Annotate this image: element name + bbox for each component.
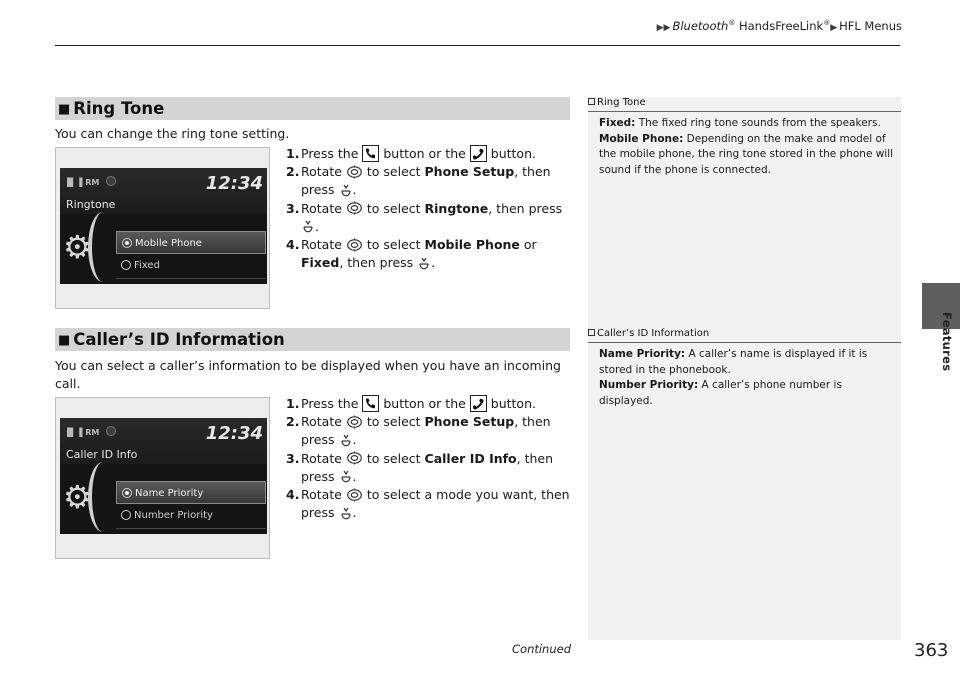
- step-text: to select: [362, 200, 425, 216]
- selector-knob-icon: [346, 238, 363, 252]
- step-text: .: [352, 182, 357, 198]
- option-divider: [116, 528, 266, 529]
- pickup-icon: [470, 145, 487, 162]
- display-menu-title: Ringtone: [66, 198, 116, 211]
- breadcrumb-bluetooth: Bluetooth: [672, 19, 729, 33]
- step-text: or: [519, 237, 537, 253]
- note-text: The fixed ring tone sounds from the speakers.: [635, 117, 881, 129]
- note-label: Mobile Phone:: [599, 132, 684, 145]
- step-text: to select a mode you want, then press: [301, 487, 570, 521]
- step-text: .: [352, 432, 357, 448]
- audio-display: [60, 168, 267, 284]
- press-icon: [339, 469, 353, 483]
- note-item: [599, 132, 895, 179]
- note-item: [599, 378, 895, 409]
- note-heading-text: Ring Tone: [597, 97, 646, 108]
- step-text: , then press: [339, 255, 418, 271]
- signal-status: ▐▌▐ RM: [64, 178, 100, 187]
- step-text: .: [352, 468, 357, 484]
- signal-status: ▐▌▐ RM: [64, 428, 100, 437]
- chapter-label: Features: [940, 312, 954, 372]
- radio-selected-icon: [122, 238, 132, 248]
- step-item: [287, 413, 577, 449]
- section-bullet-icon: ■: [58, 333, 71, 348]
- option-label: Mobile Phone: [135, 238, 202, 249]
- note-marker-icon: [588, 98, 595, 105]
- note-text: A caller’s phone number is displayed.: [599, 379, 842, 407]
- radio-icon: [121, 260, 131, 270]
- breadcrumb-arrow-icon: ▶: [830, 23, 838, 33]
- option-number-priority: [116, 504, 266, 527]
- display-menu-title: Caller ID Info: [66, 448, 138, 461]
- step-item: [287, 236, 577, 272]
- step-text: button or the: [379, 396, 470, 411]
- step-text: Press the: [301, 146, 363, 161]
- option-label: Number Priority: [134, 510, 213, 521]
- display-clock: 12:34: [205, 423, 263, 444]
- step-text: to select: [362, 414, 425, 430]
- header-divider: [55, 45, 900, 46]
- breadcrumb-reg-mark-2: ®: [823, 19, 831, 28]
- note-heading-text: Caller’s ID Information: [597, 328, 710, 339]
- option-fixed: [116, 254, 266, 277]
- note-text: Depending on the make and model of the mobile phone, the ring tone stored in the phone will sound if the phone is connected.: [599, 132, 894, 176]
- step-number: 4.: [286, 237, 300, 253]
- continued-label: Continued: [512, 642, 572, 656]
- step-text: .: [315, 218, 319, 234]
- step-text: button or the: [379, 146, 470, 161]
- note-label: Number Priority:: [599, 379, 699, 391]
- caller-id-screen-image: [55, 397, 270, 559]
- step-text: Rotate: [301, 487, 346, 503]
- note-marker-icon: [588, 329, 595, 336]
- step-text: Rotate: [301, 450, 346, 466]
- option-label: Fixed: [134, 260, 160, 271]
- step-bold-term: Mobile Phone: [424, 237, 520, 253]
- ringtone-screen-image: [55, 147, 270, 309]
- selector-knob-icon: [346, 451, 363, 465]
- option-divider: [116, 278, 266, 279]
- gear-icon: ⚙: [63, 228, 92, 266]
- section-heading-text: Caller’s ID Information: [73, 330, 285, 349]
- pickup-icon: [470, 395, 487, 412]
- press-icon: [339, 433, 353, 447]
- step-number: 4.: [286, 487, 300, 503]
- step-item: [287, 145, 577, 163]
- ring-tone-steps: [287, 145, 577, 272]
- step-text: Rotate: [301, 164, 346, 180]
- step-text: , then press: [301, 450, 554, 484]
- step-text: , then press: [301, 414, 551, 448]
- step-text: .: [352, 505, 357, 521]
- step-text: .: [431, 255, 436, 271]
- note-body-caller-id: [599, 347, 895, 409]
- display-clock: 12:34: [205, 173, 263, 194]
- radio-selected-icon: [122, 488, 132, 498]
- audio-display: [60, 418, 267, 534]
- step-text: Rotate: [301, 237, 346, 253]
- step-text: Rotate: [301, 414, 346, 430]
- section-bullet-icon: ■: [58, 102, 71, 117]
- breadcrumb: [657, 19, 902, 33]
- step-number: 2.: [286, 414, 300, 430]
- menu-arc: [88, 212, 118, 282]
- note-label: Name Priority:: [599, 348, 686, 360]
- selector-knob-icon: [346, 488, 363, 502]
- note-heading-caller-id: [588, 328, 709, 339]
- note-divider: [588, 111, 901, 112]
- press-icon: [339, 506, 353, 520]
- phone-icon: [362, 145, 379, 162]
- bluetooth-icon: [106, 426, 116, 436]
- note-heading-ring-tone: [588, 97, 646, 108]
- step-text: to select: [362, 450, 425, 466]
- ring-tone-intro: You can change the ring tone setting.: [55, 126, 290, 141]
- step-text: button.: [486, 396, 536, 411]
- selector-knob-icon: [346, 201, 363, 215]
- step-number: 2.: [286, 164, 300, 180]
- step-number: 3.: [286, 450, 300, 466]
- note-body-ring-tone: [599, 116, 895, 178]
- step-text: to select: [362, 164, 425, 180]
- section-heading-ring-tone: [55, 97, 570, 120]
- caller-id-steps: [287, 395, 577, 522]
- note-divider: [588, 342, 901, 343]
- breadcrumb-hfl-menus: HFL Menus: [839, 19, 902, 33]
- step-text: Press the: [301, 396, 363, 411]
- option-name-priority: [116, 481, 266, 504]
- section-heading-text: Ring Tone: [73, 99, 165, 118]
- section-heading-caller-id: [55, 328, 570, 351]
- note-item: [599, 116, 895, 132]
- press-icon: [301, 219, 315, 233]
- step-text: , then press: [488, 200, 563, 216]
- step-text: to select: [362, 237, 425, 253]
- step-text: button.: [486, 146, 536, 161]
- menu-arc: [88, 462, 118, 532]
- press-icon: [339, 183, 353, 197]
- step-text: , then press: [301, 164, 551, 198]
- step-bold-term: Phone Setup: [424, 164, 515, 180]
- breadcrumb-arrow-icon: ▶▶: [656, 23, 671, 33]
- step-text: Rotate: [301, 200, 346, 216]
- step-item: [287, 450, 577, 486]
- caller-id-intro: You can select a caller’s information to be displayed when you have an incoming call.: [55, 358, 561, 391]
- selector-knob-icon: [346, 165, 363, 179]
- radio-icon: [121, 510, 131, 520]
- step-number: 1.: [286, 146, 300, 161]
- option-label: Name Priority: [135, 488, 204, 499]
- gear-icon: ⚙: [63, 478, 92, 516]
- selector-knob-icon: [346, 415, 363, 429]
- step-item: [287, 200, 577, 236]
- step-item: [287, 395, 577, 413]
- bluetooth-icon: [106, 176, 116, 186]
- step-bold-term: Ringtone: [424, 200, 489, 216]
- step-item: [287, 486, 577, 522]
- step-number: 1.: [286, 396, 300, 411]
- step-bold-term: Fixed: [301, 255, 340, 271]
- note-label: Fixed:: [599, 117, 636, 129]
- step-number: 3.: [286, 200, 300, 216]
- option-mobile-phone: [116, 231, 266, 254]
- phone-icon: [362, 395, 379, 412]
- page-number: 363: [914, 640, 949, 661]
- press-icon: [417, 256, 431, 270]
- step-bold-term: Phone Setup: [424, 414, 515, 430]
- breadcrumb-reg-mark: ®: [728, 19, 736, 28]
- step-item: [287, 163, 577, 199]
- breadcrumb-hfl: HandsFreeLink: [735, 19, 824, 33]
- step-bold-term: Caller ID Info: [424, 450, 517, 466]
- note-text: A caller’s name is displayed if it is stored in the phonebook.: [599, 348, 868, 376]
- note-item: [599, 347, 895, 378]
